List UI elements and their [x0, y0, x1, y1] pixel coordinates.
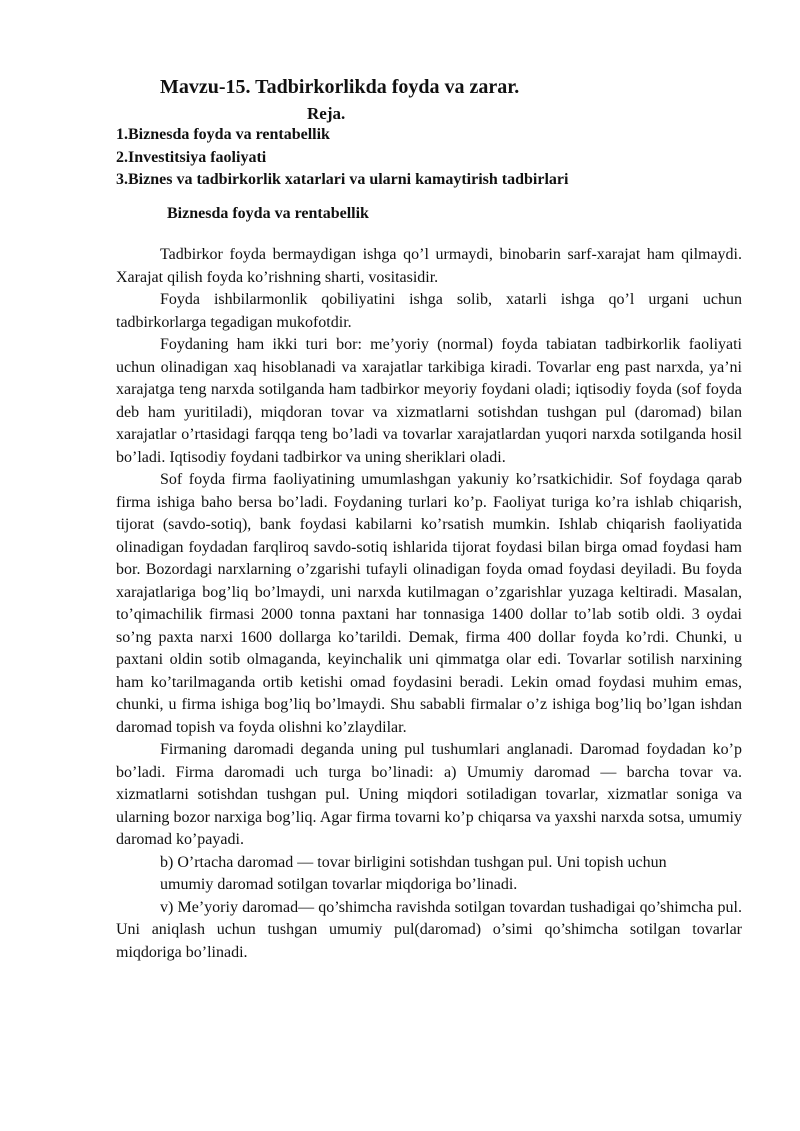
paragraph: Firmaning daromadi deganda uning pul tushumlari anglanadi. Daromad foydadan ko’p bo’ladi. Firma daromadi uch turga bo’linadi: a) Umumiy daromad — barcha tovar va. xizmatlarni sotishdan tushgan pul. Uning miqdori sotiladigan tovarlar, xizmatlar soniga va ularning bozor narxiga bog’liq. Agar firma tovarni ko’p chiqarsa va yaxshi narxda sotsa, umumiy daromad ko’payadi.: [116, 741, 742, 848]
paragraph: umumiy daromad sotilgan tovarlar miqdoriga bo’linadi.: [160, 876, 518, 893]
paragraph: v) Me’yoriy daromad— qo’shimcha ravishda sotilgan tovardan tushadigai qo’shimcha pul. Uni aniqlash uchun tushgan umumiy pul(daromad) o’simi qo’shimcha sotilgan tovarlar miqdoriga bo’linadi.: [116, 898, 742, 961]
paragraph: b) O’rtacha daromad — tovar birligini sotishdan tushgan pul. Uni topish uchun: [160, 853, 667, 871]
section-heading: Biznesda foyda va rentabellik: [167, 205, 369, 222]
paragraph: Tadbirkor foyda bermaydigan ishga qo’l urmaydi, binobarin sarf-xarajat ham qilmaydi. Xarajat qilish foyda ko’rishning sharti, vositasidir.: [116, 246, 742, 286]
body-text: [116, 244, 742, 964]
plan-item: 1.Biznesda foyda va rentabellik: [116, 126, 330, 143]
plan-item: 2.Investitsiya faoliyati: [116, 148, 267, 166]
paragraph: Foydaning ham ikki turi bor: me’yoriy (normal) foyda tabiatan tadbirkorlik faoliyati uchun olinadigan xaq hisoblanadi va xarajatlar tarkibiga kiradi. Tovarlar eng past narxda, ya’ni xarajatga teng narxda sotilganda ham tadbirkor meyoriy foydani oladi; iqtisodiy foyda (sof foyda deb ham yuritiladi), miqdoran tovar va xizmatlarni sotishdan tushgan pul (daromad) bilan xarajatlar o’rtasidagi farqqa teng bo’ladi va tovarlar xarajatlardan yuqori narxda sotilganda hosil bo’ladi. Iqtisodiy foydani tadbirkor va uning sheriklari oladi.: [116, 336, 742, 466]
paragraph: Sof foyda firma faoliyatining umumlashgan yakuniy ko’rsatkichidir. Sof foydaga qarab firma ishiga baho bersa bo’ladi. Foydaning turlari ko’p. Faoliyat turiga ko’ra ishlab chiqarish, tijorat (savdo-sotiq), bank foydasi kabilarni ko’rsatish mumkin. Ishlab chiqarish faoliyatida olinadigan foydadan farqliroq savdo-sotiq ishlarida tijorat foydasi bilan birga omad foydasi ham bor. Bozordagi narxlarning o’zgarishi tufayli olinadigan foyda omad foydasi deyiladi. Bu foyda xarajatlariga bog’liq bo’lmaydi, uni narxda kutilmagan o’zgarishlar yuzaga keltiradi. Masalan, to’qimachilik firmasi 2000 tonna paxtani har tonnasiga 1400 dollar to’lab sotib oldi. 3 oydai so’ng paxta narxi 1600 dollarga ko’tarildi. Demak, firma 400 dollar foyda ko’rdi. Chunki, u paxtani oldin sotib olmaganda, keyinchalik uni qimmatga olar edi. Tovarlar sotilish narxining ham ko’tarilmaganda ortib ketishi omad foydasini beradi. Lekin omad foydasi muhim emas, chunki, u firma ishiga bog’liq bo’lmaydi. Shu sababli firmalar o’z ishiga bog’liq bo’lgan ishdan daromad topish va foyda olishni ko’zlaydilar.: [116, 471, 742, 736]
document-title: Mavzu-15. Tadbirkorlikda foyda va zarar.: [160, 76, 520, 98]
plan-heading: Reja.: [307, 104, 346, 123]
paragraph: Foyda ishbilarmonlik qobiliyatini ishga solib, xatarli ishga qo’l urgani uchun tadbirkorlarga tegadigan mukofotdir.: [116, 291, 742, 331]
plan-list: [116, 124, 568, 192]
plan-item: 3.Biznes va tadbirkorlik xatarlari va ularni kamaytirish tadbirlari: [116, 171, 569, 188]
